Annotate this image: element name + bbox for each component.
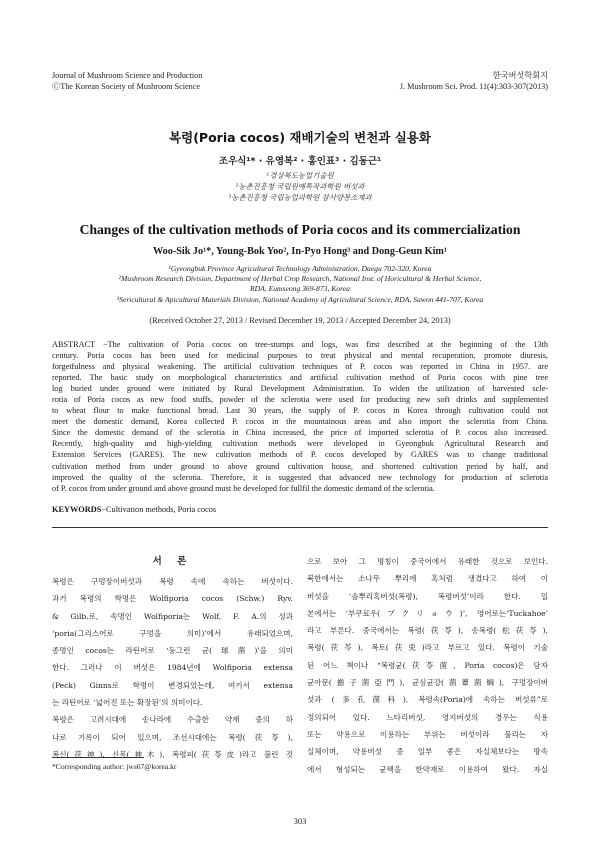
body-line: 으로 보아 그 명칭이 중국어에서 유래한 것으로 보인다. xyxy=(307,557,548,566)
received-dates: (Received October 27, 2013 / Revised December 19, 2013 / Accepted December 24, 2013) xyxy=(149,316,451,325)
body-line: 정의되어 있다. 느타리버섯, 영지버섯의 경우는 식용 xyxy=(307,712,548,722)
english-affiliation: ¹Gyeongbuk Province Agricultural Technology Administration, Daegu 702-320, Korea xyxy=(168,264,432,273)
abstract-line: improved the quality of the sclerotia. Therefore, it is suggested that advanced new technology for production of sclerotia xyxy=(52,472,548,482)
english-affiliation: ³Sericultural & Apicultural Materials Division, National Academy of Agricultural Science, RDA, Suwon 441-707, Korea xyxy=(116,294,484,304)
body-line: 실체이며, 약용버섯 중 일부 좋은 자실체보다는 땅속 xyxy=(307,747,548,757)
keywords xyxy=(52,505,548,514)
keywords-label: KEYWORDS xyxy=(52,505,102,514)
english-affiliation: ²Mushroom Research Division, Department of Herbal Crop Research, National Inst. of Horicultural & Herbal Science, xyxy=(118,274,482,284)
body-line: ‘poria(그리스어로 구멍을 의미)’에서 유래되었으며, xyxy=(52,628,293,638)
body-line: 나로 기록이 되어 있으며, 조선시대에는 복령(茯苓), xyxy=(52,732,293,742)
body-column-right xyxy=(307,553,548,778)
english-title: Changes of the cultivation methods of Poria cocos and its commercialization xyxy=(79,222,521,237)
abstract xyxy=(52,339,548,494)
page-number: 303 xyxy=(293,816,307,826)
body-line: 섯과 (多孔菌科), 복령속(Poria)에 속하는 버섯류”로 xyxy=(307,695,548,705)
body-line: 버섯을 ‘솔뿌리혹버섯(복령), 복령버섯’이라 한다. 일 xyxy=(307,591,548,601)
body-line: 라고 부른다. 중국에서는 복령(茯苓), 송복령(松茯苓), xyxy=(307,626,548,636)
abstract-line: log buried under ground were initiated by Rural Development Administration. To widen the utilization of harvested scle- xyxy=(52,384,548,394)
journal-header-left xyxy=(52,70,202,92)
abstract-line: meet the domestic demand, Korea collected P. cocos in the mountainous areas and also import the sclerotia from China. xyxy=(52,417,548,427)
society-name: ⒸThe Korean Society of Mushroom Science xyxy=(52,82,201,91)
abstract-line: rotia of Poria cocos as new food stuffs, powder of the sclerotia were used for producing new soft drinks and supplemented xyxy=(52,395,548,405)
body-line: & Gilb.로, 속명인 Wolfiporia는 Wolf, F. A.의 성과 xyxy=(52,611,293,621)
korean-affiliation: ²농촌진흥청 국립원예특작과학원 버섯과 xyxy=(235,182,365,191)
journal-name-korean: 한국버섯학회지 xyxy=(492,71,548,80)
abstract-line: forgetfulness and physical weakening. The artificial cultivation techniques of P. cocos was reported in China in 1957. are xyxy=(52,362,548,372)
body-line: 본에서는 ‘부쿠료우(ブクリョウ)’, 영어로는‘Tuckahoe’ xyxy=(307,608,548,618)
body-line: 과거 복령의 학명은 Wolfiporia cocos (Schw.) Ryv. xyxy=(52,594,293,604)
body-line: 균아문(擔子菌亞門), 균심균강(菌蕈菌綱), 구멍장이버 xyxy=(307,678,548,688)
journal-header-right xyxy=(400,70,548,92)
abstract-line: cultivation method from under ground to above ground cultivation house, and shortened cultivation period by half, and xyxy=(52,461,548,471)
body-line: (Peck) Ginns로 학명이 변경되었는데, 여기서 extensa xyxy=(52,680,293,690)
body-line: 복령은 구멍장이버섯과 복령 속에 속하는 버섯이다. xyxy=(52,577,293,586)
corresponding-author-footnote: *Corresponding author: jws67@korea.kr xyxy=(52,762,177,771)
section-divider xyxy=(52,527,548,528)
body-line: 된 어느 책이나 “복령균(茯苓菌, Poria cocos)은 담자 xyxy=(307,660,548,670)
korean-affiliation: ³농촌진흥청 국립농업과학원 잠사양봉소재과 xyxy=(228,193,372,202)
footnote-rule xyxy=(52,757,144,758)
english-affiliations xyxy=(0,264,600,305)
citation: J. Mushroom Sci. Prod. 11(4):303-307(2013) xyxy=(399,82,548,91)
body-line: 에서 형성되는 균핵을 한약재로 이용하여 왔다. 자실 xyxy=(307,764,548,774)
abstract-line: Since the domestic demand of the sclerotia in China increased, the price of imported sclerotia of P. cocos also increased. xyxy=(52,428,548,438)
body-line: 한다. 그러나 이 버섯은 1984년에 Wolfiporia extensa xyxy=(52,663,293,673)
english-affiliation: RDA, Eumseong 369-873, Korea xyxy=(250,284,350,294)
body-line: 또는 약용으로 이용하는 부위는 버섯이라 불리는 자 xyxy=(307,729,548,739)
korean-authors: 조우식¹* · 유영복² · 홍인표³ · 김동근¹ xyxy=(218,156,382,167)
abstract-line: to wheat flour to make functional bread. Last 30 years, the supply of P. cocos in Korea through cultivation could not xyxy=(52,406,548,416)
keywords-text: −Cultivation methods, Poria cocos xyxy=(101,505,217,514)
section-title: 서 론 xyxy=(152,556,193,567)
body-line: 종명인 cocos는 라틴어로 ‘둥그런 균(球菌)’을 의미 xyxy=(52,646,293,656)
korean-affiliation: ¹경상북도농업기술원 xyxy=(266,171,334,180)
abstract-line: Extension Services (GARES). The new cultivation methods of P. cocos developed by GARES was to change traditional xyxy=(52,450,548,460)
abstract-line: Recently, high-quality and high-yielding cultivation methods were developed in Gyeongbuk Agricultural Research and xyxy=(52,439,548,449)
body-line: 복령(茯芩), 복토(茯兎)라고 부르고 있다. 복령이 기술 xyxy=(307,643,548,653)
body-line: 북한에서는 소나무 뿌리에 혹처럼 생겼다고 하여 이 xyxy=(307,574,548,584)
abstract-line: century. Poria cocos has been used for medicinal purposes to treat physical and mental recuperation, promote diuresis, xyxy=(52,351,548,361)
english-authors: Woo-Sik Jo¹*, Young-Bok Yoo², In-Pyo Hong³ and Dong-Geun Kim¹ xyxy=(153,246,447,257)
abstract-line: of P. cocos from under ground and above ground must be developed for fullfil the domestic demand of the sclerotia. xyxy=(52,483,435,493)
body-line: 복신(茯神), 신목(神木), 복령피(茯苓皮)라고 불린 것 xyxy=(52,749,293,759)
abstract-line: reported. The basic study on morphological characteristics and artificial cultivation method of Poria cocos with pine tree xyxy=(52,373,548,383)
body-line: 는 라틴어로 ‘넓어진 또는 확장된’의 의미이다. xyxy=(52,698,203,708)
abstract-line: ABSTRACT −The cultivation of Poria cocos on tree-stumps and logs, was first described at the beginning of the 13th xyxy=(52,340,548,349)
korean-affiliations xyxy=(0,170,600,203)
body-column-left xyxy=(52,553,293,763)
korean-title: 복령(Poria cocos) 재배기술의 변천과 실용화 xyxy=(169,130,431,145)
body-line: 복령은 고려시대에 송나라에 수출한 약재 중의 하 xyxy=(52,715,293,725)
journal-name: Journal of Mushroom Science and Production xyxy=(52,71,203,80)
